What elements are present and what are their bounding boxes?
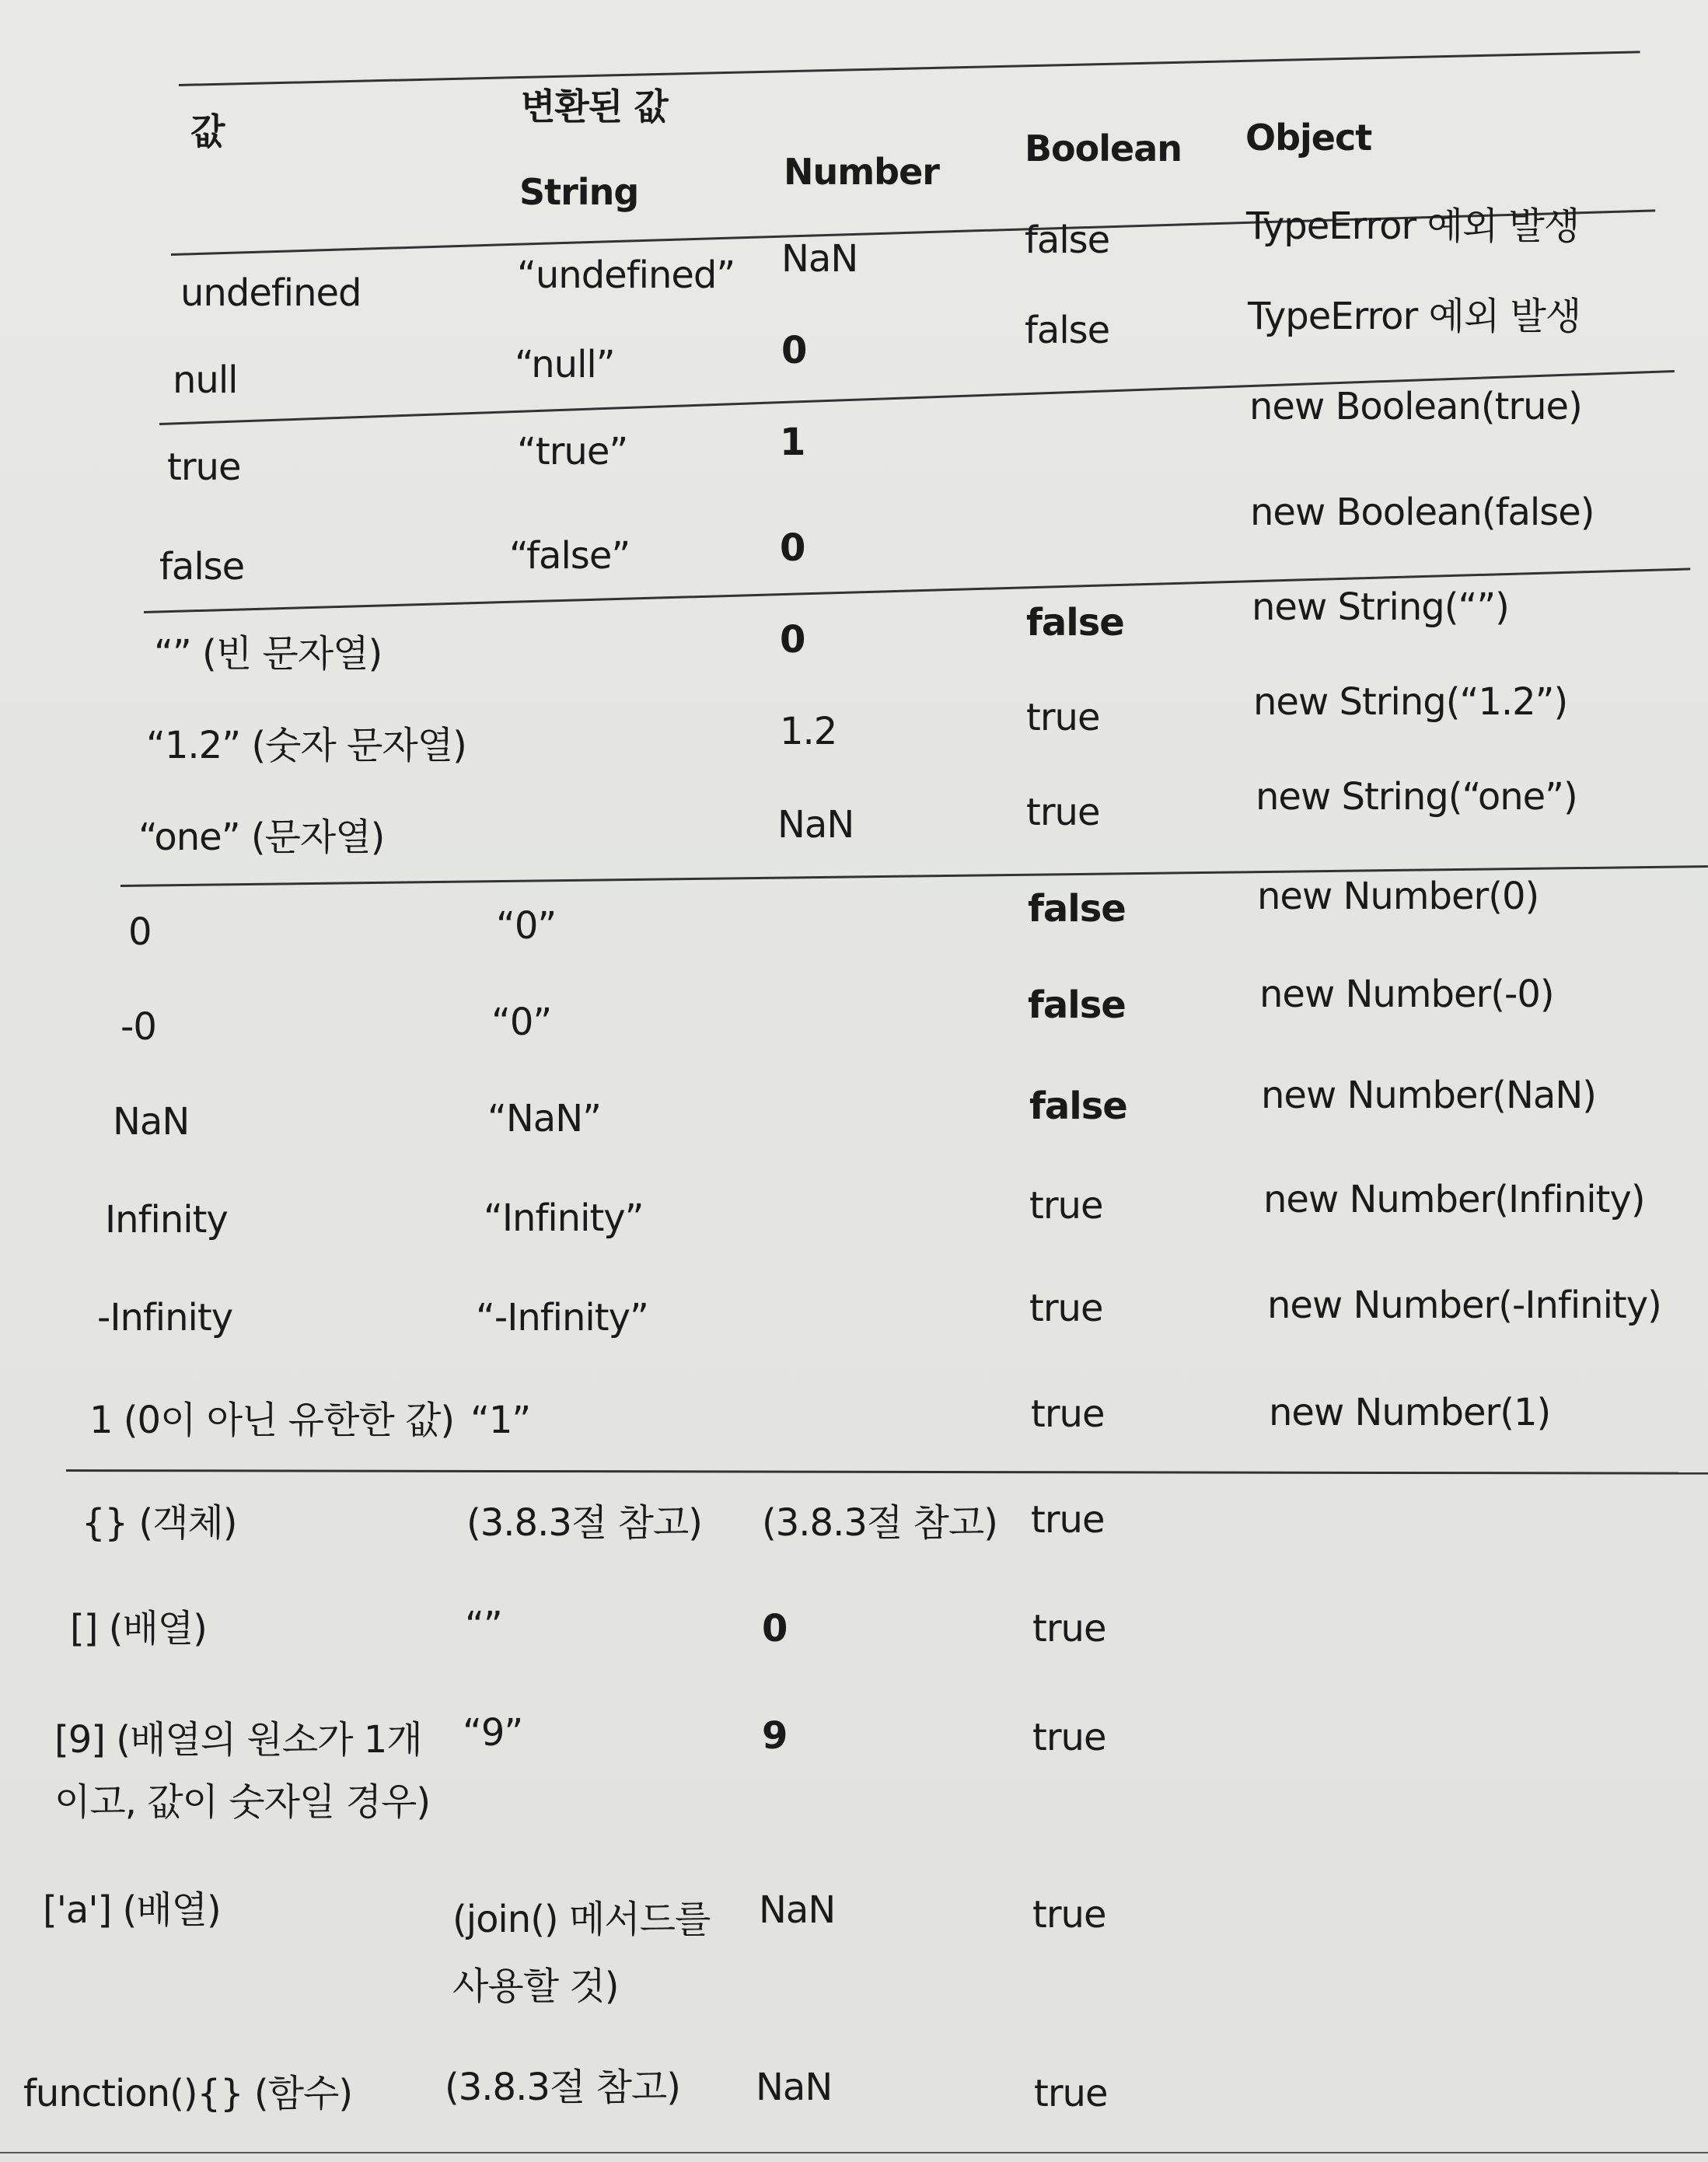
header-object: Object (1245, 117, 1372, 159)
row-string: “0” (496, 904, 557, 948)
row-string: “true” (517, 430, 628, 473)
row-value: {} (객체) (82, 1501, 237, 1545)
row-value: NaN (113, 1100, 190, 1144)
row-number: 0 (762, 1607, 788, 1650)
row-object: new Number(1) (1269, 1391, 1551, 1434)
row-value: -Infinity (97, 1296, 233, 1339)
row-number: 9 (762, 1714, 788, 1758)
row-boolean: true (1031, 1498, 1105, 1542)
row-value: “1.2” (숫자 문자열) (146, 724, 466, 767)
group-rule (66, 1469, 1708, 1475)
row-string: “undefined” (517, 253, 735, 297)
row-string: “9” (463, 1711, 523, 1755)
row-number: 0 (781, 329, 807, 372)
header-value: 값 (190, 110, 225, 152)
row-value: [] (배열) (70, 1607, 207, 1650)
row-string: “false” (509, 534, 630, 578)
row-boolean: true (1026, 696, 1100, 739)
row-string: “Infinity” (484, 1196, 644, 1240)
row-string: (3.8.3절 참고) (445, 2066, 680, 2109)
row-object: new Number(-0) (1259, 973, 1554, 1016)
row-string: “1” (470, 1399, 531, 1442)
row-value: true (167, 445, 241, 489)
row-boolean: false (1025, 218, 1110, 262)
row-boolean: true (1032, 1607, 1106, 1650)
row-string: (3.8.3절 참고) (466, 1501, 702, 1545)
row-object: new Number(0) (1257, 875, 1539, 918)
row-boolean: false (1029, 1084, 1127, 1128)
row-string: “NaN” (487, 1097, 601, 1140)
row-object: TypeError 예외 발생 (1248, 295, 1581, 338)
row-boolean: false (1025, 309, 1110, 352)
row-boolean: true (1032, 1716, 1106, 1759)
row-number: 1 (780, 421, 805, 464)
row-number: NaN (756, 2066, 833, 2109)
row-number: NaN (781, 237, 858, 281)
row-number: 0 (780, 526, 805, 570)
row-object: new String(“1.2”) (1253, 680, 1568, 724)
row-boolean: false (1026, 601, 1124, 644)
row-string: “” (465, 1604, 502, 1647)
row-object: new Boolean(false) (1250, 491, 1594, 534)
row-value: function(){} (함수) (23, 2072, 353, 2115)
row-value: -0 (121, 1005, 156, 1049)
row-number: NaN (777, 803, 854, 847)
row-value: ['a'] (배열) (43, 1888, 221, 1932)
row-object: new Number(-Infinity) (1267, 1284, 1661, 1327)
row-value: false (159, 545, 245, 589)
row-value: “one” (문자열) (138, 816, 385, 859)
row-boolean: true (1029, 1184, 1103, 1228)
row-number: (3.8.3절 참고) (762, 1501, 997, 1545)
row-value: undefined (180, 271, 362, 315)
header-string: String (519, 171, 639, 213)
row-object: TypeError 예외 발생 (1246, 204, 1580, 248)
row-string: “0” (491, 1001, 552, 1044)
row-boolean: true (1026, 791, 1100, 834)
row-boolean: true (1031, 1392, 1105, 1436)
row-object: new Boolean(true) (1249, 385, 1582, 428)
row-number: 1.2 (780, 710, 837, 753)
row-string: “-Infinity” (476, 1296, 648, 1339)
table-bottom-rule (0, 2152, 1708, 2153)
row-object: new Number(Infinity) (1263, 1178, 1645, 1221)
row-object: new String(“”) (1252, 585, 1509, 629)
header-converted: 변환된 값 (521, 86, 668, 127)
header-number: Number (784, 151, 939, 193)
row-value: null (173, 358, 238, 402)
row-boolean: true (1029, 1287, 1103, 1330)
row-value: [9] (배열의 원소가 1개 이고, 값이 숫자일 경우) (54, 1718, 431, 1824)
row-value: 0 (128, 910, 152, 954)
row-value: 1 (0이 아닌 유한한 값) (89, 1399, 455, 1442)
row-object: new Number(NaN) (1261, 1074, 1596, 1117)
row-number: NaN (759, 1888, 836, 1932)
row-boolean: true (1032, 1893, 1106, 1937)
header-boolean: Boolean (1025, 127, 1182, 169)
row-boolean: false (1028, 887, 1126, 931)
row-value: “” (빈 문자열) (154, 632, 382, 676)
row-number: 0 (780, 618, 805, 662)
row-string: “null” (515, 343, 615, 386)
row-object: new String(“one”) (1256, 775, 1577, 819)
table-top-rule (179, 51, 1640, 86)
row-value: Infinity (105, 1198, 228, 1242)
row-string: (join() 메서드를 사용할 것) (452, 1898, 711, 2008)
row-boolean: false (1028, 983, 1126, 1027)
row-boolean: true (1034, 2072, 1108, 2115)
